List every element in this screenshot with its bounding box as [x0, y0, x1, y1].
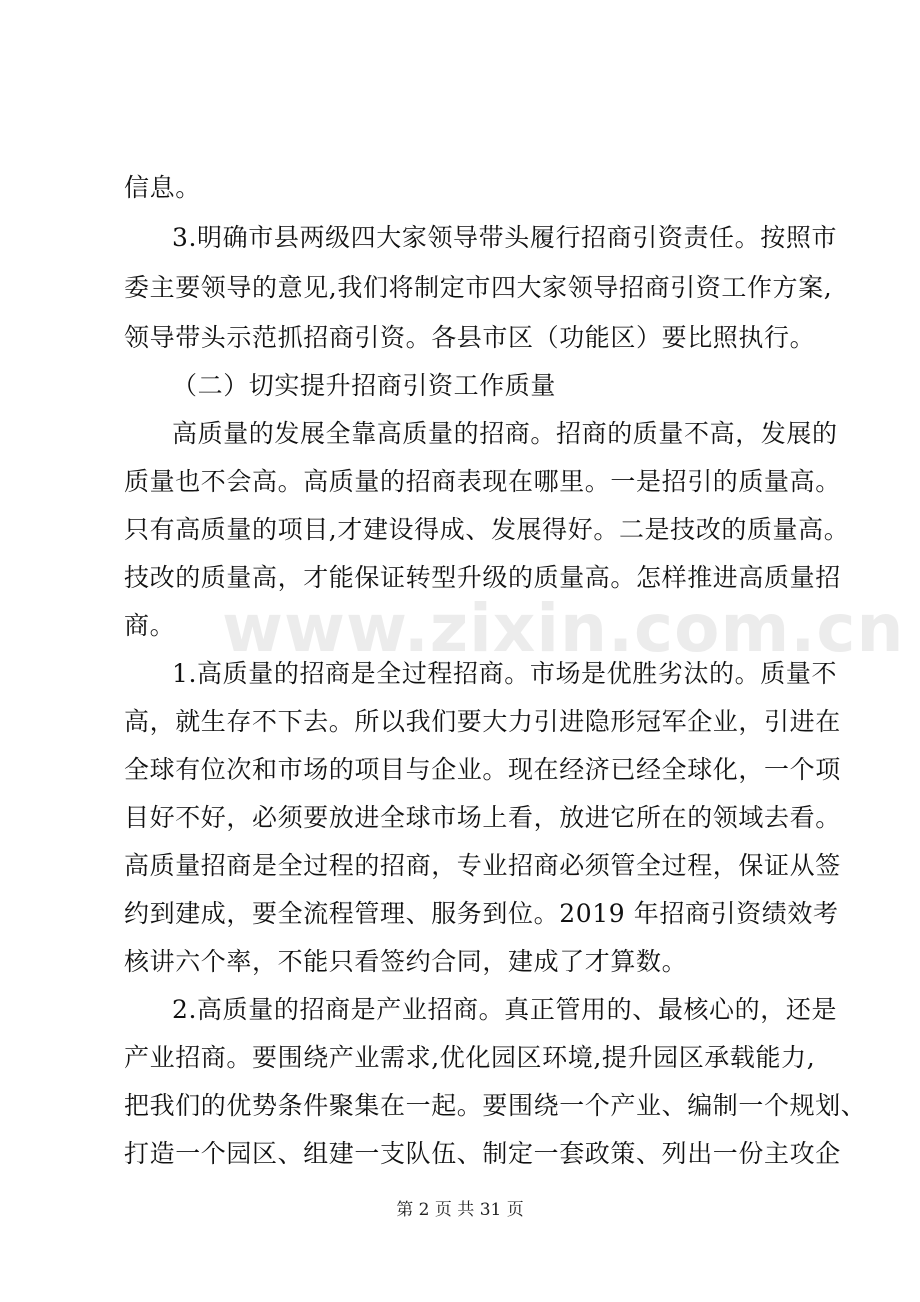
text-line: 约到建成，要全流程管理、服务到位。2019 年招商引资绩效考: [124, 899, 839, 928]
text-line: 技改的质量高，才能保证转型升级的质量高。怎样推进高质量招: [124, 563, 841, 592]
text-line: 只有高质量的项目,才建设得成、发展得好。二是技改的质量高。: [124, 515, 850, 544]
text-line: 1.高质量的招商是全过程招商。市场是优胜劣汰的。质量不: [172, 659, 838, 688]
text-line: 打造一个园区、组建一支队伍、制定一套政策、列出一份主攻企: [124, 1139, 841, 1168]
section-heading: （二）切实提升招商引资工作质量: [172, 371, 557, 400]
text-line: 核讲六个率，不能只看签约合同，建成了才算数。: [124, 947, 688, 976]
text-line: 3.明确市县两级四大家领导带头履行招商引资责任。按照市: [172, 223, 838, 252]
text-line: 高，就生存不下去。所以我们要大力引进隐形冠军企业，引进在: [124, 707, 841, 736]
text-line: 高质量招商是全过程的招商，专业招商必须管全过程，保证从签: [124, 851, 841, 880]
text-line: 2.高质量的招商是产业招商。真正管用的、最核心的，还是: [172, 995, 838, 1024]
text-line: 产业招商。要围绕产业需求,优化园区环境,提升园区承载能力,: [124, 1043, 816, 1072]
watermark: www.zixin.com.cn: [222, 590, 905, 667]
text-line: 全球有位次和市场的项目与企业。现在经济已经全球化，一个项: [124, 755, 841, 784]
text-line: 目好不好，必须要放进全球市场上看，放进它所在的领域去看。: [124, 803, 841, 832]
text-line: 领导带头示范抓招商引资。各县市区（功能区）要比照执行。: [124, 323, 816, 352]
text-line: 商。: [124, 611, 176, 640]
text-line: 信息。: [124, 173, 201, 202]
text-line: 高质量的发展全靠高质量的招商。招商的质量不高，发展的: [172, 419, 838, 448]
text-line: 把我们的优势条件聚集在一起。要围绕一个产业、编制一个规划、: [124, 1091, 867, 1120]
page-footer: 第 2 页 共 31 页: [396, 1200, 524, 1220]
text-line: 委主要领导的意见,我们将制定市四大家领导招商引资工作方案,: [124, 273, 833, 302]
text-line: 质量也不会高。高质量的招商表现在哪里。一是招引的质量高。: [124, 467, 841, 496]
